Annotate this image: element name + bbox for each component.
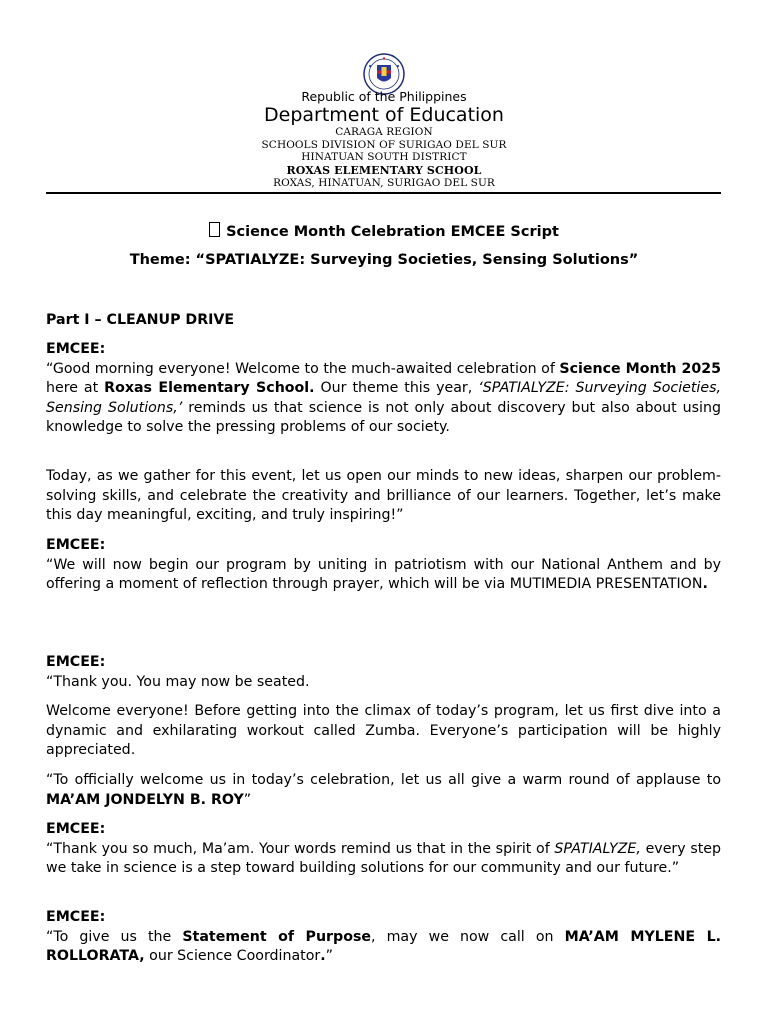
emcee-label: EMCEE: (46, 821, 106, 837)
text-run: “We will now begin our program by uniting in patriotism with our National Anthem and by offering a moment of reflection through prayer, which will be via MUTIMEDIA PRESENTATION (46, 556, 721, 593)
text-run: “Good morning everyone! Welcome to the much-awaited celebration of (46, 360, 560, 377)
zumba-paragraph-wrap (46, 702, 721, 761)
emcee-label: EMCEE: (46, 341, 106, 357)
purpose-paragraph (46, 928, 721, 967)
text-run: Our theme this year, (314, 380, 479, 397)
emcee-label: EMCEE: (46, 909, 106, 925)
district-label: HINATUAN SOUTH DISTRICT (301, 151, 467, 163)
text-run: reminds us that science is not only about discovery but also about using knowledge to solve the pressing problems of our society. (46, 399, 721, 436)
text-run: our Science Coordinator (144, 948, 321, 965)
theme-title: Theme: “SPATIALYZE: Surveying Societies, Sensing Solutions” (129, 252, 639, 268)
script-title (0, 222, 768, 240)
today-paragraph: Today, as we gather for this event, let us open our minds to new ideas, sharpen our problem-solving skills, and celebrate the creativity and brilliance of our learners. Together, let’s make this day meaningful, exciting, and truly inspiring!” (46, 468, 721, 524)
welcome-call-paragraph (46, 771, 721, 810)
text-run: SPATIALYZE, (554, 840, 641, 857)
text-run: . (702, 576, 708, 593)
region-label: CARAGA REGION (335, 126, 433, 138)
emcee-label: EMCEE: (46, 537, 106, 553)
text-run: “Thank you so much, Ma’am. Your words remind us that in the spirit of (46, 840, 555, 857)
school-address: ROXAS, HINATUAN, SURIGAO DEL SUR (273, 177, 495, 189)
department-title: Department of Education (264, 104, 504, 126)
emcee-block-2 (46, 536, 721, 595)
part-heading: Part I – CLEANUP DRIVE (46, 312, 235, 328)
text-run: , may we now call on (371, 928, 565, 945)
today-paragraph-wrap (46, 467, 721, 526)
text-run: . (320, 948, 326, 965)
text-run: MA’AM MYLENE L. ROLLORATA, (46, 928, 721, 965)
division-label: SCHOOLS DIVISION OF SURIGAO DEL SUR (261, 139, 507, 151)
anthem-paragraph (46, 556, 721, 595)
text-run: ” (325, 948, 333, 965)
emcee-label: EMCEE: (46, 654, 106, 670)
text-run: ‘SPATIALYZE: Surveying Societies, Sensing Solutions,’ (46, 380, 722, 416)
text-run: ” (243, 791, 252, 808)
welcome-paragraph (46, 360, 721, 438)
text-run: MA’AM JONDELYN B. ROY (46, 791, 244, 808)
script-title-text: Science Month Celebration EMCEE Script (226, 224, 559, 240)
zumba-paragraph: Welcome everyone! Before getting into the climax of today’s program, let us first dive into a dynamic and exhilarating workout called Zumba. Everyone’s participation will be highly appreciated. (46, 703, 721, 759)
seated-line: “Thank you. You may now be seated. (46, 673, 310, 690)
text-run: Statement of Purpose (182, 928, 372, 945)
text-run: every step we take in science is a step toward building solutions for our community and our future.” (46, 840, 722, 877)
header-divider (46, 192, 721, 194)
text-run: “To officially welcome us in today’s celebration, let us all give a warm round of applause to (46, 772, 721, 788)
text-run: Roxas Elementary School. (104, 380, 315, 397)
missing-glyph-icon (209, 222, 220, 237)
text-run: here at (46, 380, 105, 397)
republic-label: Republic of the Philippines (301, 89, 467, 104)
emcee-block-4 (46, 820, 721, 879)
emcee-block-1 (46, 340, 721, 438)
text-run: Science Month 2025 (559, 360, 721, 377)
text-run: “To give us the (46, 928, 183, 945)
emcee-block-3 (46, 653, 721, 692)
emcee-block-5 (46, 908, 721, 967)
welcome-call-wrap (46, 771, 721, 810)
thanks-maam-paragraph (46, 840, 721, 879)
school-name: ROXAS ELEMENTARY SCHOOL (286, 164, 482, 177)
